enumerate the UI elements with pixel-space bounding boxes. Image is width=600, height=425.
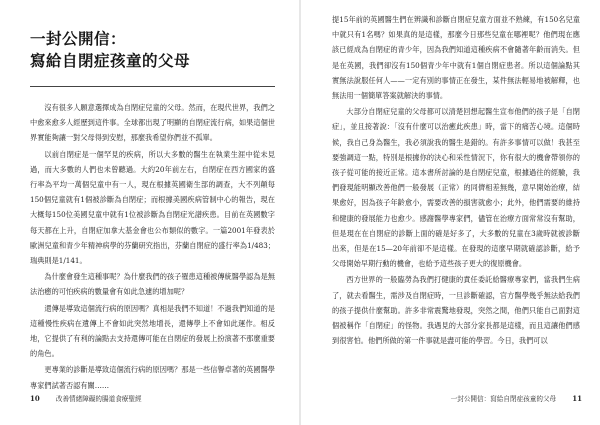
paragraph: 沒有很多人願意選擇成為自閉症兒童的父母。然而，在現代世界，我們之中愈來愈多人經歷到這件事。全球都出現了明顯的自閉症流行病，如果這個世界實能夠讓一對父母得到安慰，那麼我希望你們並不孤單。 [30, 103, 275, 143]
paragraph: 為什麼會發生這種事呢？為什麼我們的孩子罹患這種被傳統醫學認為是無法治癒的可怕疾病的數量會有如此急遽的增加呢？ [30, 272, 275, 297]
chapter-title-line-2: 寫給自閉症孩童的父母 [30, 52, 191, 70]
paragraph: 大部分自閉症兒童的父母都可以清楚回想起醫生宣布他們的孩子是「自閉症」，並且接著說：「沒有什麼可以治癒此疾患」時，當下的痛苦心境。這個時候，我自己身為醫生，我必須說我的醫生是錯的。有許多事情可以做！我甚至要強調這一點，特別是根據你的決心和采性情況下，你有很大的機會帶領你的孩子從可能的接近正常。這本書所討論的是自閉症兒童，根據過往的經驗，我們發現能明顯改善他們一般發展（正常）的同儕相差無幾，意早開始治療，結果愈好，因為孩子年齡愈小，需要改善的損害就愈小；此外，他們需要的維持和健康的發展能力也愈少。感謝醫學專家們，儘管在治療方面常常沒有幫助，但是現在在自閉症的診斷上面的確是好多了，大多數的兒童在3歲時就被診斷出來，但是在15—20年前卻不是這樣。在發現的這麼早期就確認診斷，給予父母開始早期行動的機會，也給予這些孩子更大的復原機會。 [332, 107, 580, 269]
left-footer [30, 393, 142, 403]
paragraph: 更專業的診斷是導致這個流行病的原因嗎？那是一些信譽卓著的英國醫學專家們試著否認有關…… [30, 365, 275, 390]
right-page [300, 0, 600, 425]
page-number: 11 [572, 394, 582, 403]
chapter-title-line-1: 一封公開信： [30, 30, 127, 48]
page-number: 10 [30, 394, 40, 403]
paragraph: 還傳是導致這個流行病的原因嗎？真相是我們不知道！不過我們知道的是這種慢性疾病在遺傳上不會如此突然地增長，還傳學上不會如此運作。相反地，它提供了有利的論點去支持還傳可能在自閉症的發展上扮演著不那麼重要的角色。 [30, 303, 275, 359]
paragraph: 提15年前的英國醫生們在辨識和診斷自閉症兒童方面並不熟練，有150名兒童中就只有1名嗎？如果真的是這樣，那麼今日那些兒童在哪裡呢？他們現在應該已經成為自閉症的青少年，因為我們知道這種疾病不會隨著年齡而消失。但是在英國，我們卻沒有150個青少年中就有1個自閉症患者。所以這個論點其實無法說服任何人——一定有別的事情正在發生，某件無法輕易地被解釋，也無法用一個簡單答案就解決的事情。 [332, 15, 580, 101]
running-title: 改善情緒障礙的腸道食療聖經 [55, 395, 142, 403]
running-title: 一封公開信：寫給自閉症孩童的父母 [450, 395, 557, 403]
paragraph: 以前自閉症是一個罕見的疾病，所以大多數的醫生在執業生涯中從未見過，而大多數的人們也未曾聽過。大約20年前左右，自閉症在西方國家的盛行率為平均一萬個兒童中有一人，現在根據英國衛生部的調查，大不列顛每150個兒童就有1個被診斷為自閉症；而根據美國疾病管制中心的報告，現在大概每150位美國兒童中就有1位被診斷為自閉症光譜疾患。目前在英國數字每天都在上升，自閉症加拿大基金會也公布類似的數字。一篇2001年發表於歐洲兒童和青少年精神病學的芬蘭研究指出，芬蘭自閉症的盛行率為1/483；瑞典則是1/141。 [30, 149, 275, 266]
paragraph: 西方世界的一般臨勞為我們打健康的責任委託給醫療專家們，當我們生病了，就去看醫生，需涉及自閉症時，一旦診斷確認，官方醫學幾乎無法給我們的孩子提供什麼幫助。許多非常震驚地發現，突然之間，他們只能自己面對這個被稱作「自閉症」的怪物。我遇見的大部分家長都是這樣，而且這讓他們感到很害怕。他們所做的第一件事就是盡可能的學習。今日，我們可以 [332, 275, 580, 346]
title-divider [30, 86, 275, 87]
left-body-text [30, 100, 275, 394]
right-body-text [332, 12, 580, 349]
right-footer [451, 393, 582, 403]
chapter-title [30, 28, 275, 72]
